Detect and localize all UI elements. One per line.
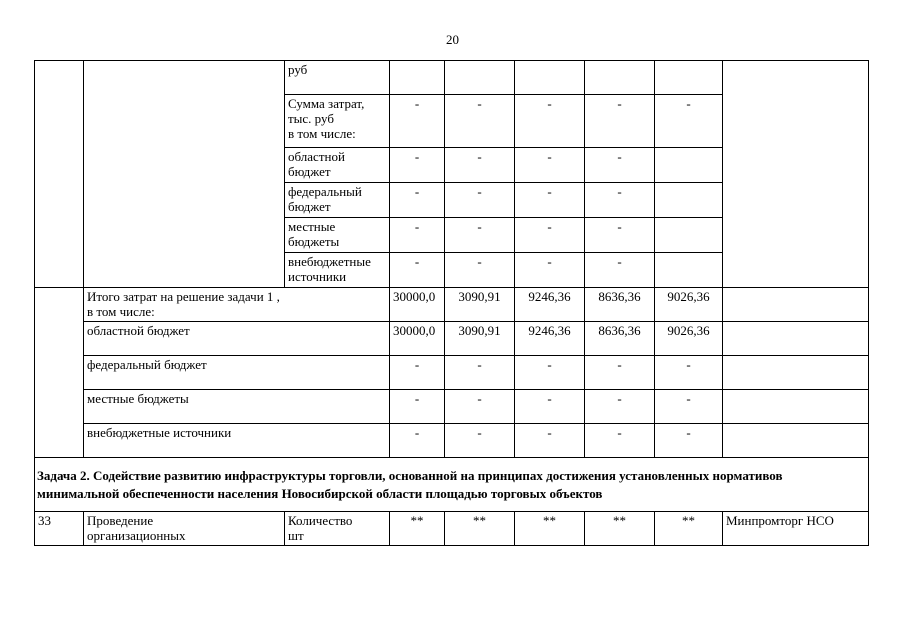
totals-row <box>35 322 869 356</box>
cell-value: - <box>585 95 655 148</box>
cell-value: - <box>390 253 445 288</box>
cell-indicator: внебюджетные источники <box>285 253 390 288</box>
cell-value <box>515 61 585 95</box>
cell-total-label: федеральный бюджет <box>84 356 390 390</box>
cell-value: - <box>585 253 655 288</box>
cell-measure: Проведение организационных <box>84 512 285 546</box>
cell-value: - <box>515 148 585 183</box>
cell-value: 30000,0 <box>390 322 445 356</box>
cell-value: 8636,36 <box>585 288 655 322</box>
cell-value <box>655 218 723 253</box>
cell-value: - <box>390 148 445 183</box>
cell-value: 3090,91 <box>445 288 515 322</box>
cell-value <box>585 61 655 95</box>
totals-row <box>35 288 869 322</box>
cell-value <box>655 148 723 183</box>
cell-value <box>655 61 723 95</box>
cell-value: - <box>655 356 723 390</box>
cell-value: ** <box>585 512 655 546</box>
cell-value: - <box>390 356 445 390</box>
cell-value: ** <box>445 512 515 546</box>
cell-value <box>445 61 515 95</box>
cell-value: - <box>515 424 585 458</box>
cell-executor <box>723 322 869 356</box>
cell-value: - <box>655 424 723 458</box>
cell-value: 3090,91 <box>445 322 515 356</box>
cell-value: - <box>445 95 515 148</box>
cell-value: - <box>655 390 723 424</box>
cell-number <box>35 288 84 458</box>
cell-number: 33 <box>35 512 84 546</box>
cell-executor <box>723 390 869 424</box>
cell-value: - <box>585 218 655 253</box>
totals-row <box>35 390 869 424</box>
cell-value: - <box>585 148 655 183</box>
cell-executor <box>723 288 869 322</box>
cell-executor <box>723 356 869 390</box>
cell-value: 9246,36 <box>515 322 585 356</box>
cell-indicator: федеральный бюджет <box>285 183 390 218</box>
page-number: 20 <box>446 32 459 47</box>
cell-number <box>35 61 84 288</box>
cell-value: 8636,36 <box>585 322 655 356</box>
cell-total-label: местные бюджеты <box>84 390 390 424</box>
cell-value: - <box>655 95 723 148</box>
cell-measure <box>84 61 285 288</box>
cell-value: ** <box>515 512 585 546</box>
cell-value: - <box>390 218 445 253</box>
cell-executor <box>723 61 869 288</box>
totals-row <box>35 356 869 390</box>
cell-value <box>655 253 723 288</box>
cell-value: 9026,36 <box>655 322 723 356</box>
cell-value <box>655 183 723 218</box>
cell-value: - <box>515 95 585 148</box>
cell-value: - <box>390 95 445 148</box>
cell-value: 9246,36 <box>515 288 585 322</box>
cell-value: - <box>585 183 655 218</box>
program-table <box>34 60 869 546</box>
cell-value: 30000,0 <box>390 288 445 322</box>
cell-value: 9026,36 <box>655 288 723 322</box>
cell-value: - <box>445 253 515 288</box>
cell-value: - <box>390 183 445 218</box>
cell-value: - <box>585 424 655 458</box>
cell-value: - <box>515 356 585 390</box>
cell-indicator: Количество шт <box>285 512 390 546</box>
cell-value: - <box>445 148 515 183</box>
cell-executor <box>723 424 869 458</box>
cell-total-label: областной бюджет <box>84 322 390 356</box>
section-heading-row <box>35 458 869 512</box>
cell-indicator: областной бюджет <box>285 148 390 183</box>
cell-value: - <box>445 183 515 218</box>
cell-total-label: внебюджетные источники <box>84 424 390 458</box>
cell-value: - <box>390 424 445 458</box>
cell-value: - <box>515 218 585 253</box>
cell-value <box>390 61 445 95</box>
table-row <box>35 512 869 546</box>
cell-indicator: Сумма затрат, тыс. руб в том числе: <box>285 95 390 148</box>
cell-total-label: Итого затрат на решение задачи 1 , в том числе: <box>84 288 390 322</box>
cell-value: ** <box>390 512 445 546</box>
cell-value: ** <box>655 512 723 546</box>
cell-value: - <box>585 356 655 390</box>
cell-value: - <box>445 356 515 390</box>
cell-value: - <box>515 183 585 218</box>
cell-indicator: местные бюджеты <box>285 218 390 253</box>
cell-value: - <box>515 390 585 424</box>
totals-row <box>35 424 869 458</box>
cell-indicator: руб <box>285 61 390 95</box>
cell-executor: Минпромторг НСО <box>723 512 869 546</box>
cell-value: - <box>445 218 515 253</box>
task-2-heading: Задача 2. Содействие развитию инфраструктуры торговли, основанной на принципах достижения установленных нормативов минимальной обеспеченности населения Новосибирской области площадью торговых объектов <box>35 458 869 512</box>
table-row <box>35 61 869 95</box>
cell-value: - <box>515 253 585 288</box>
cell-value: - <box>445 390 515 424</box>
cell-value: - <box>445 424 515 458</box>
cell-value: - <box>585 390 655 424</box>
cell-value: - <box>390 390 445 424</box>
